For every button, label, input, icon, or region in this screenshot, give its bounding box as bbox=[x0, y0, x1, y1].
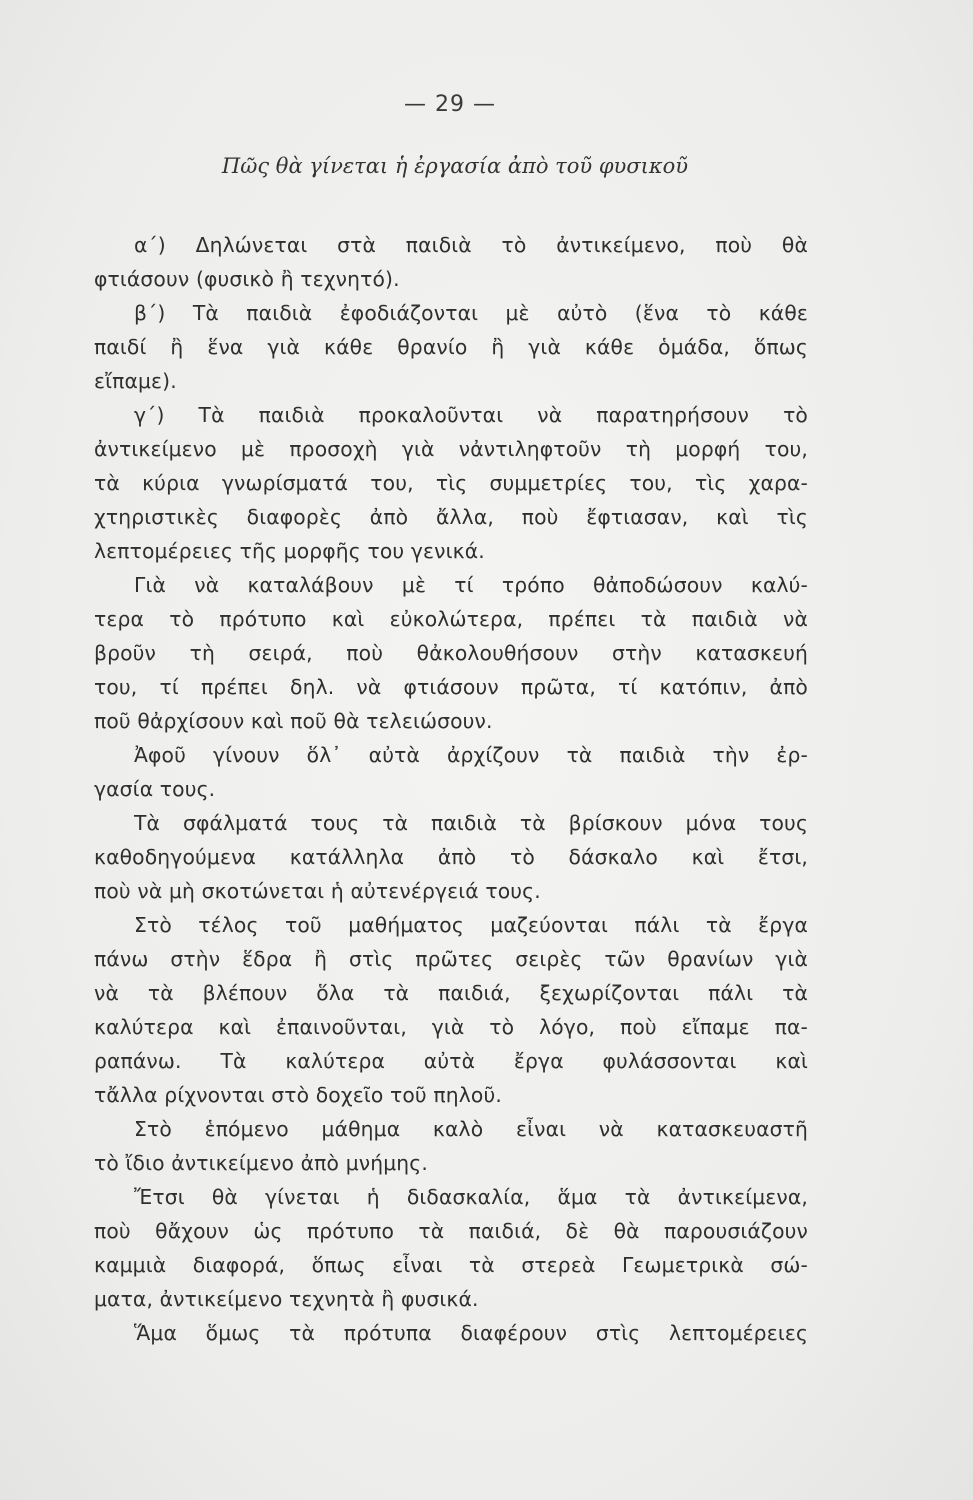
text-line: α΄) Δηλώνεται στὰ παιδιὰ τὸ ἀντικείμενο, ποὺ θὰ bbox=[134, 233, 808, 257]
text-line: γ΄) Τὰ παιδιὰ προκαλοῦνται νὰ παρατηρήσουν τὸ bbox=[134, 403, 808, 427]
text-line: ραπάνω. Τὰ καλύτερα αὐτὰ ἔργα φυλάσσονται καὶ bbox=[94, 1049, 808, 1073]
text-line: βροῦν τὴ σειρά, ποὺ θἀκολουθήσουν στὴν κατασκευή bbox=[94, 641, 808, 665]
text-line: Ἔτσι θὰ γίνεται ἡ διδασκαλία, ἅμα τὰ ἀντικείμενα, bbox=[134, 1185, 808, 1209]
text-line: καμμιὰ διαφορά, ὅπως εἶναι τὰ στερεὰ Γεωμετρικὰ σώ- bbox=[94, 1253, 808, 1277]
text-line: εἴπαμε). bbox=[94, 369, 177, 393]
page-number: — 29 — bbox=[404, 92, 496, 117]
text-line: φτιάσουν (φυσικὸ ἢ τεχνητό). bbox=[94, 267, 400, 291]
text-line: ποὺ θἄχουν ὡς πρότυπο τὰ παιδιά, δὲ θὰ παρουσιάζουν bbox=[94, 1219, 808, 1243]
text-line: καθοδηγούμενα κατάλληλα ἀπὸ τὸ δάσκαλο καὶ ἔτσι, bbox=[94, 845, 808, 869]
text-line: λεπτομέρειες τῆς μορφῆς του γενικά. bbox=[94, 539, 485, 563]
text-line: Στὸ ἑπόμενο μάθημα καλὸ εἶναι νὰ κατασκευαστῆ bbox=[134, 1117, 808, 1141]
text-line: Τὰ σφάλματά τους τὰ παιδιὰ τὰ βρίσκουν μόνα τους bbox=[134, 811, 808, 835]
text-line: πάνω στὴν ἕδρα ἢ στὶς πρῶτες σειρὲς τῶν θρανίων γιὰ bbox=[94, 947, 808, 971]
text-line: του, τί πρέπει δηλ. νὰ φτιάσουν πρῶτα, τί κατόπιν, ἀπὸ bbox=[94, 675, 808, 699]
text-line: β΄) Τὰ παιδιὰ ἐφοδιάζονται μὲ αὐτὸ (ἕνα τὸ κάθε bbox=[134, 301, 808, 325]
text-line: τὸ ἴδιο ἀντικείμενο ἀπὸ μνήμης. bbox=[94, 1151, 428, 1175]
text-line: τἄλλα ρίχνονται στὸ δοχεῖο τοῦ πηλοῦ. bbox=[94, 1083, 502, 1107]
section-heading: Πῶς θὰ γίνεται ἡ ἐργασία ἀπὸ τοῦ φυσικοῦ bbox=[221, 154, 689, 178]
text-line: ποῦ θἀρχίσουν καὶ ποῦ θὰ τελειώσουν. bbox=[94, 709, 493, 733]
text-line: παιδί ἢ ἕνα γιὰ κάθε θρανίο ἢ γιὰ κάθε ὁμάδα, ὅπως bbox=[94, 335, 808, 359]
text-line: νὰ τὰ βλέπουν ὅλα τὰ παιδιά, ξεχωρίζονται πάλι τὰ bbox=[94, 981, 808, 1005]
text-line: Γιὰ νὰ καταλάβουν μὲ τί τρόπο θἀποδώσουν καλύ- bbox=[134, 573, 808, 597]
text-line: ποὺ νὰ μὴ σκοτώνεται ἡ αὐτενέργειά τους. bbox=[94, 879, 541, 903]
text-line: χτηριστικὲς διαφορὲς ἀπὸ ἄλλα, ποὺ ἔφτιασαν, καὶ τὶς bbox=[94, 505, 808, 529]
text-line: ματα, ἀντικείμενο τεχνητὰ ἢ φυσικά. bbox=[94, 1287, 479, 1311]
text-line: τὰ κύρια γνωρίσματά του, τὶς συμμετρίες του, τὶς χαρα- bbox=[94, 471, 808, 495]
text-line: Ἅμα ὅμως τὰ πρότυπα διαφέρουν στὶς λεπτομέρειες bbox=[134, 1321, 808, 1345]
text-line: γασία τους. bbox=[94, 777, 216, 801]
text-line: τερα τὸ πρότυπο καὶ εὐκολώτερα, πρέπει τὰ παιδιὰ νὰ bbox=[94, 607, 808, 631]
text-line: καλύτερα καὶ ἐπαινοῦνται, γιὰ τὸ λόγο, ποὺ εἴπαμε πα- bbox=[94, 1015, 808, 1039]
text-line: Στὸ τέλος τοῦ μαθήματος μαζεύονται πάλι τὰ ἔργα bbox=[134, 913, 808, 937]
text-line: ἀντικείμενο μὲ προσοχὴ γιὰ νἀντιληφτοῦν τὴ μορφή του, bbox=[94, 437, 808, 461]
text-line: Ἀφοῦ γίνουν ὅλ᾽ αὐτὰ ἀρχίζουν τὰ παιδιὰ τὴν ἐρ- bbox=[134, 743, 808, 767]
